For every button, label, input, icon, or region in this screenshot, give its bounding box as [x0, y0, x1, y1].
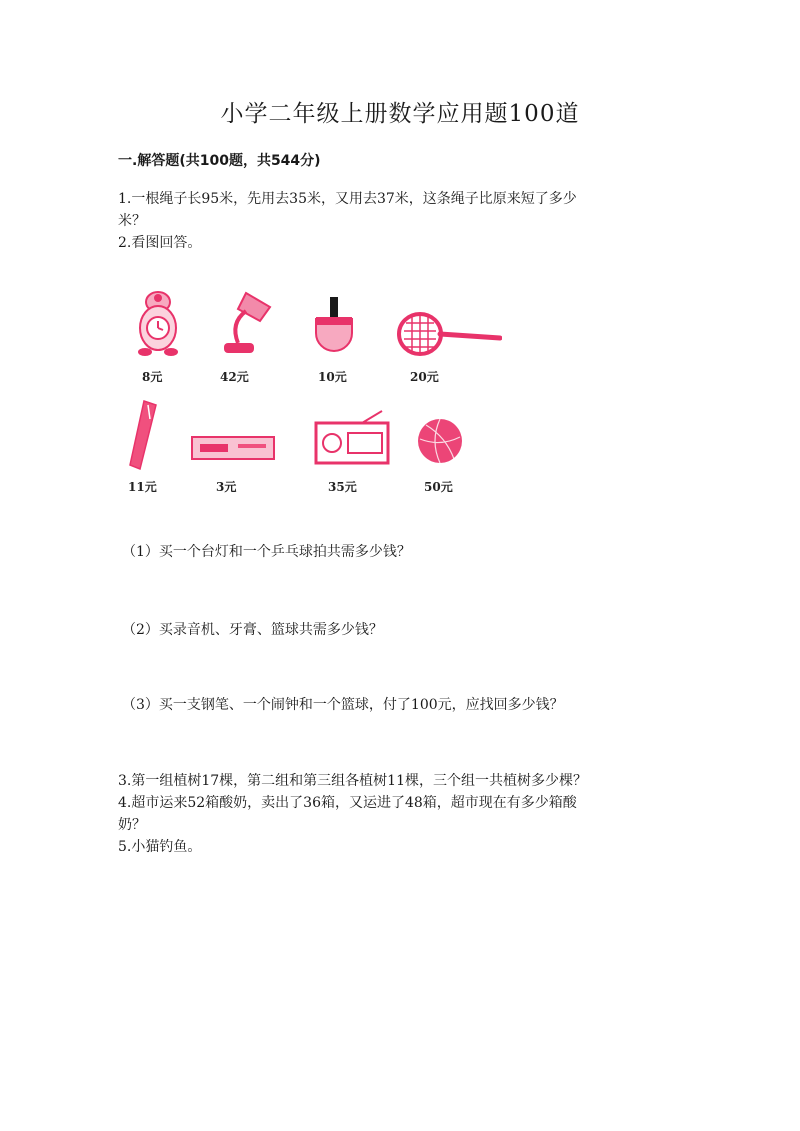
pen-icon [128, 399, 158, 471]
alarm-clock-product [133, 290, 183, 358]
problem-4-line-1: 4.超市运来52箱酸奶，卖出了36箱，又运进了48箱，超市现在有多少箱酸 [118, 795, 577, 811]
ping-pong-paddle-price: 10元 [318, 370, 347, 384]
problem-1-line-1: 1.一根绳子长95米，先用去35米，又用去37米，这条绳子比原来短了多少 [118, 191, 577, 207]
page-title: 小学二年级上册数学应用题100道 [220, 101, 580, 127]
radio-icon [314, 409, 390, 465]
tennis-racket-icon [396, 309, 502, 359]
basketball-product [416, 417, 464, 465]
desk-lamp-product [216, 287, 278, 357]
price-figure [128, 285, 508, 505]
problem-2-sub-2: （2）买录音机、牙膏、篮球共需多少钱？ [122, 622, 383, 638]
alarm-clock-icon [133, 290, 183, 358]
alarm-clock-price: 8元 [142, 370, 163, 384]
basketball-price: 50元 [424, 480, 453, 494]
tennis-racket-product [396, 309, 502, 359]
problem-5: 5.小猫钓鱼。 [118, 839, 202, 855]
toothpaste-product [190, 433, 276, 463]
problem-2: 2.看图回答。 [118, 235, 202, 251]
toothpaste-price: 3元 [216, 480, 237, 494]
problem-1-line-2: 米？ [118, 213, 146, 229]
section-heading: 一.解答题(共100题，共544分) [118, 153, 321, 169]
ping-pong-paddle-icon [314, 297, 354, 357]
problem-2-sub-1: （1）买一个台灯和一个乒乓球拍共需多少钱？ [122, 544, 411, 560]
tennis-racket-price: 20元 [410, 370, 439, 384]
problem-4-line-2: 奶？ [118, 817, 146, 833]
desk-lamp-price: 42元 [220, 370, 249, 384]
radio-product [314, 409, 390, 465]
ping-pong-paddle-product [314, 297, 354, 357]
problem-3: 3.第一组植树17棵，第二组和第三组各植树11棵，三个组一共植树多少棵？ [118, 773, 587, 789]
radio-price: 35元 [328, 480, 357, 494]
pen-price: 11元 [128, 480, 157, 494]
pen-product [128, 399, 158, 471]
problem-2-sub-3: （3）买一支钢笔、一个闹钟和一个篮球，付了100元，应找回多少钱？ [122, 697, 564, 713]
basketball-icon [416, 417, 464, 465]
desk-lamp-icon [216, 287, 278, 357]
toothpaste-icon [190, 433, 276, 463]
